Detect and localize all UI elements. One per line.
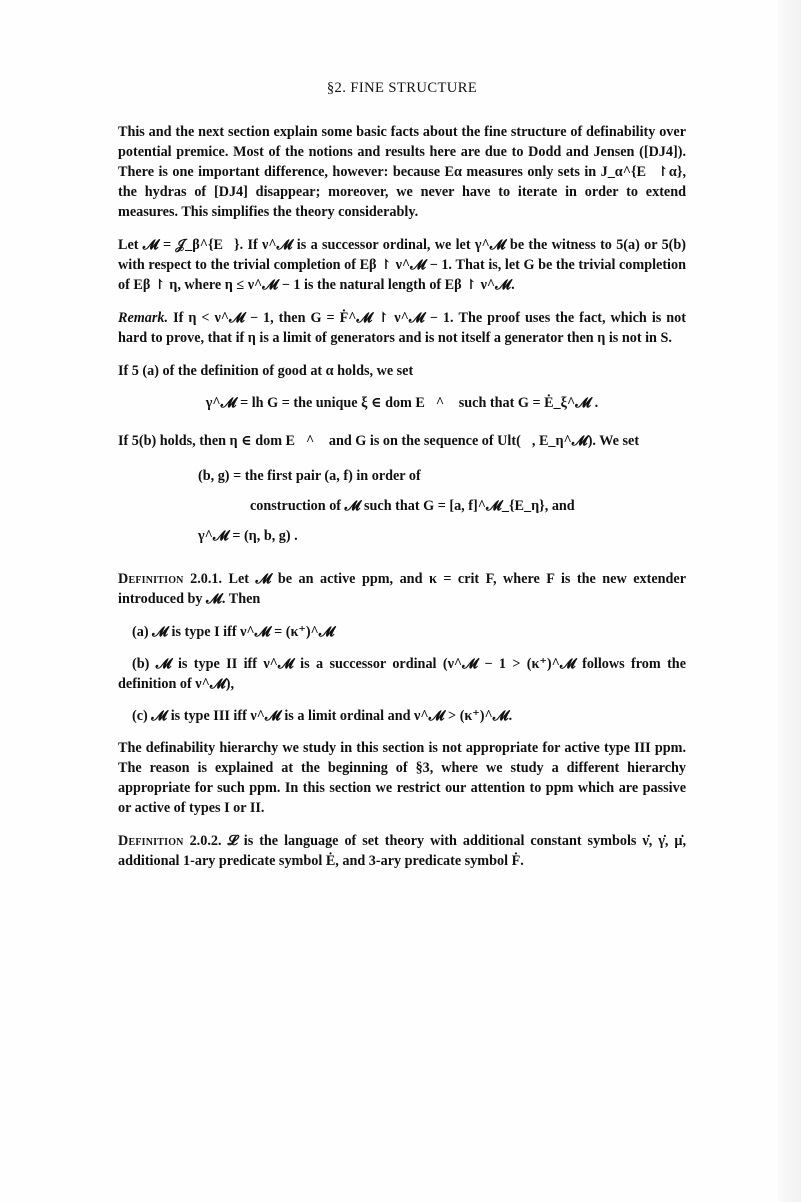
page-edge-shadow (777, 0, 801, 1202)
definition-body: Let 𝓜 be an active ppm, and κ = crit F, where F is the new extender introduced by 𝓜. Then (118, 571, 687, 607)
definition-body-2: 𝓛 is the language of set theory with additional constant symbols ν̇, γ̇, μ̇, additional 1-ary predicate symbol Ė, and 3-ary predicate symbol Ḟ. (118, 833, 687, 869)
equation-gamma-lh: γ^𝓜 = lh G = the unique ξ ∈ dom E⃗^𝓜 such that G = Ė_ξ^𝓜 . (205, 395, 599, 411)
definition-number-2: 2.0.2. (189, 833, 222, 849)
equation-line-3: γ^𝓜 = (η, b, g) . (198, 528, 298, 544)
remark-label: Remark. (118, 310, 169, 326)
equation-line-1: (b, g) = the first pair (a, f) in order of (198, 468, 421, 484)
list-item-c: (c) 𝓜 is type III iff ν^𝓜 is a limit ordinal and ν^𝓜 > (κ⁺)^𝓜. (132, 708, 513, 724)
remark-body: If η < ν^𝓜 − 1, then G = Ḟ^𝓜 ↾ ν^𝓜 − 1. The proof uses the fact, which is not hard to prove, that if η is a limit of generators and is not itself a generator then η is not in S. (118, 310, 686, 346)
list-item-b: (b) 𝓜 is type II iff ν^𝓜 is a successor ordinal (ν^𝓜 − 1 > (κ⁺)^𝓜 follows from the definition of ν^𝓜), (118, 656, 686, 692)
definition-2-0-1 (118, 569, 686, 609)
intro-paragraph: This and the next section explain some basic facts about the fine structure of definability over potential premice. Most of the notions and results here are due to Dodd and Jensen ([DJ4]). There is one important difference, however: because Eα measures only sets in J_α^{E⃗↾α}, the hydras of [DJ4] disappear; moreover, we never have to iterate in order to extend measures. This simplifies the theory considerably. (118, 124, 686, 220)
section-title: §2. FINE STRUCTURE (326, 80, 478, 96)
definition-label: Definition (118, 571, 184, 587)
let-m-paragraph: Let 𝓜 = 𝒥_β^{E⃗}. If ν^𝓜 is a successor ordinal, we let γ^𝓜 be the witness to 5(a) or 5(b) with respect to the trivial completion of Eβ ↾ ν^𝓜 − 1. That is, let G be the trivial completion of Eβ ↾ η, where η ≤ ν^𝓜 − 1 is the natural length of Eβ ↾ ν^𝓜. (118, 237, 686, 293)
document-body (118, 78, 686, 884)
equation-line-2: construction of 𝓜 such that G = [a, f]^𝓜_{E_η}, and (250, 498, 575, 514)
remark-paragraph (118, 308, 686, 348)
definition-number: 2.0.1. (190, 571, 223, 587)
if-5a-paragraph: If 5 (a) of the definition of good at α holds, we set (118, 363, 414, 379)
if-5b-paragraph: If 5(b) holds, then η ∈ dom E⃗^𝓜 and G is on the sequence of Ult(𝓜, E_η^𝓜). We set (118, 433, 640, 449)
definition-label-2: Definition (118, 833, 184, 849)
definition-2-0-2 (118, 831, 686, 871)
list-item-a: (a) 𝓜 is type I iff ν^𝓜 = (κ⁺)^𝓜 (132, 624, 335, 640)
hierarchy-paragraph: The definability hierarchy we study in this section is not appropriate for active type III ppm. The reason is explained at the beginning of §3, where we study a different hierarchy appropriate for such ppm. In this section we restrict our attention to ppm which are passive or active of types I or II. (118, 740, 686, 816)
equation-block-pair (198, 461, 686, 551)
